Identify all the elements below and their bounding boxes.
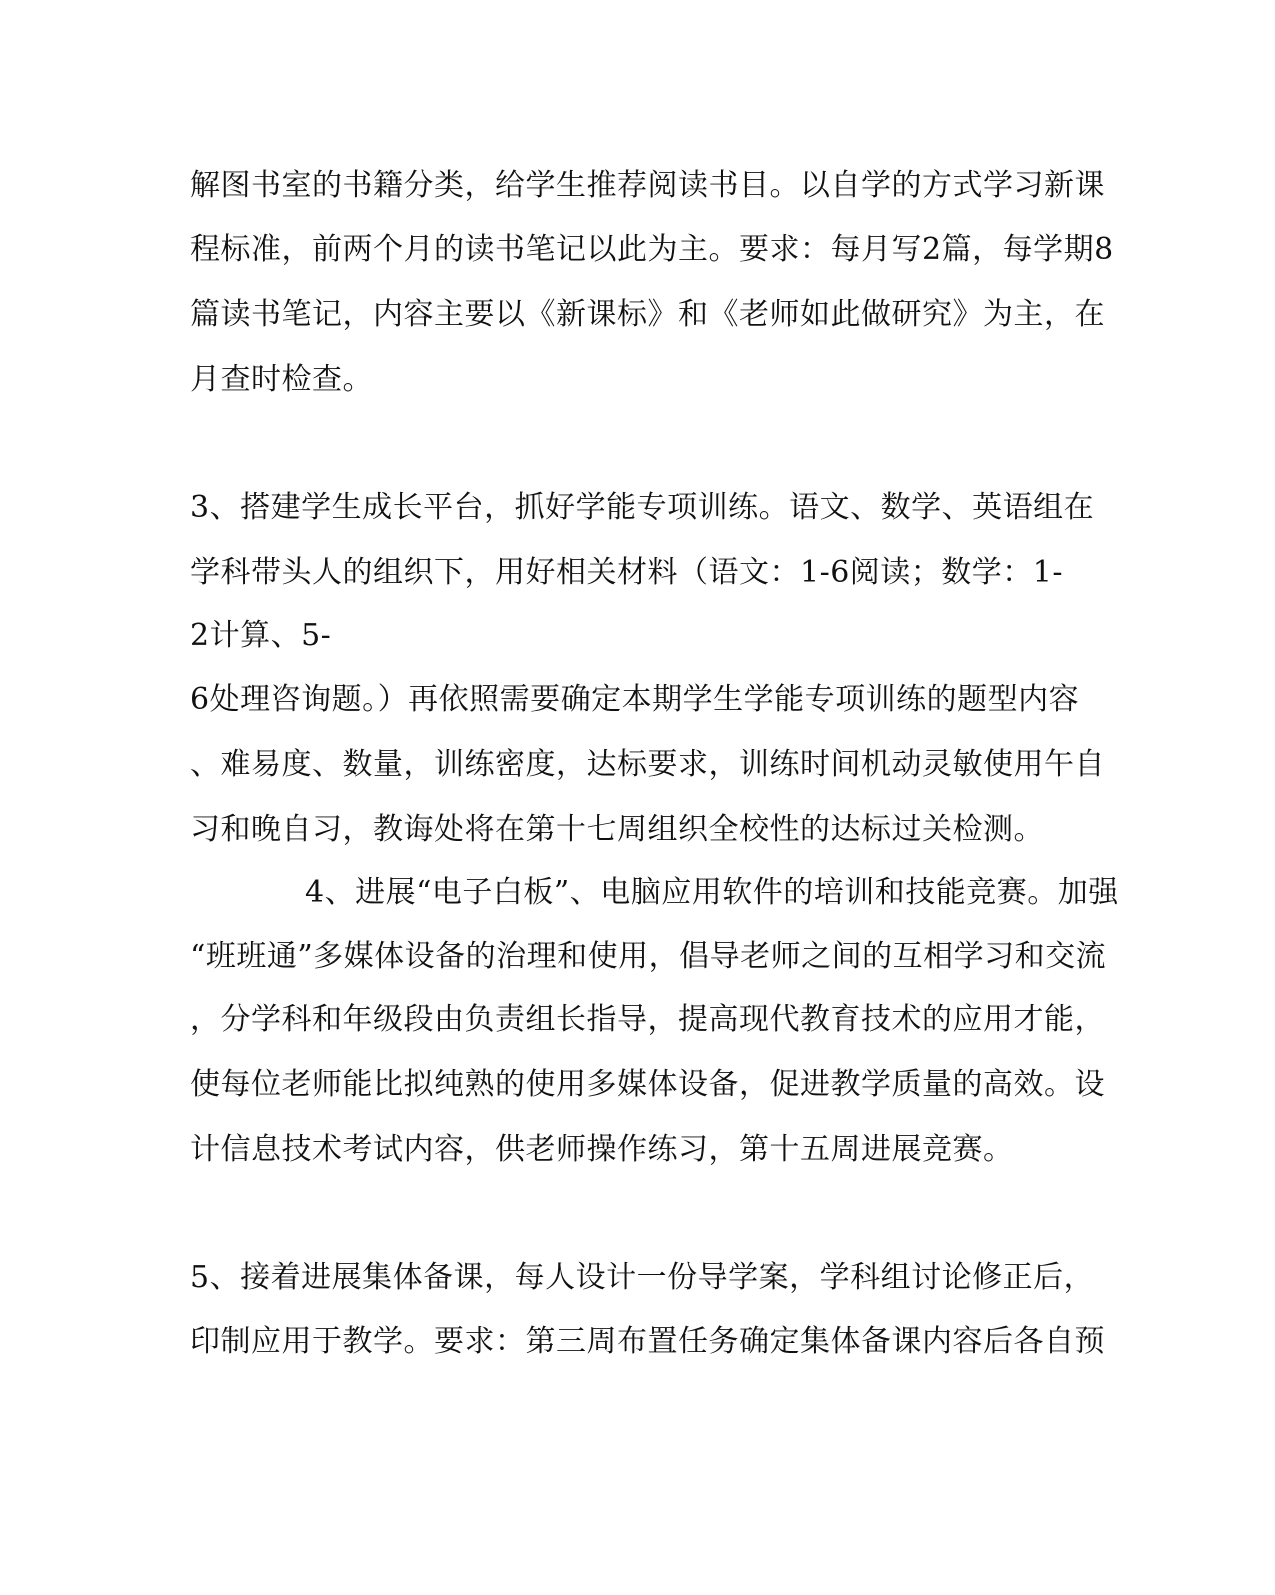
text-line: 程标准，前两个月的读书笔记以此为主。要求：每月写2篇，每学期8: [190, 232, 1114, 267]
text-line: 5、接着进展集体备课，每人设计一份导学案，学科组讨论修正后，: [190, 1260, 1095, 1295]
text-line: 2计算、5-: [190, 618, 332, 653]
text-line: 3、搭建学生成长平台，抓好学能专项训练。语文、数学、英语组在: [190, 490, 1095, 525]
text-line: 印制应用于教学。要求：第三周布置任务确定集体备课内容后各自预: [190, 1324, 1105, 1359]
text-line: 、难易度、数量，训练密度，达标要求，训练时间机动灵敏使用午自: [190, 747, 1105, 782]
text-line: 学科带头人的组织下，用好相关材料（语文：1-6阅读；数学：1-: [190, 555, 1064, 590]
text-line: 解图书室的书籍分类，给学生推荐阅读书目。以自学的方式学习新课: [190, 168, 1105, 203]
text-line: 月查时检查。: [190, 362, 373, 397]
text-line: 习和晚自习，教诲处将在第十七周组织全校性的达标过关检测。: [190, 812, 1044, 847]
text-line: 篇读书笔记，内容主要以《新课标》和《老师如此做研究》为主，在: [190, 297, 1105, 332]
text-line: 6处理咨询题。）再依照需要确定本期学生学能专项训练的题型内容: [190, 682, 1080, 717]
text-line: “班班通”多媒体设备的治理和使用，倡导老师之间的互相学习和交流: [190, 939, 1107, 974]
text-line: 计信息技术考试内容，供老师操作练习，第十五周进展竞赛。: [190, 1132, 1014, 1167]
text-line: ，分学科和年级段由负责组长指导，提高现代教育技术的应用才能，: [190, 1002, 1105, 1037]
text-line-indented: 4、进展“电子白板”、电脑应用软件的培训和技能竞赛。加强: [305, 875, 1119, 910]
text-line: 使每位老师能比拟纯熟的使用多媒体设备，促进教学质量的高效。设: [190, 1067, 1105, 1102]
